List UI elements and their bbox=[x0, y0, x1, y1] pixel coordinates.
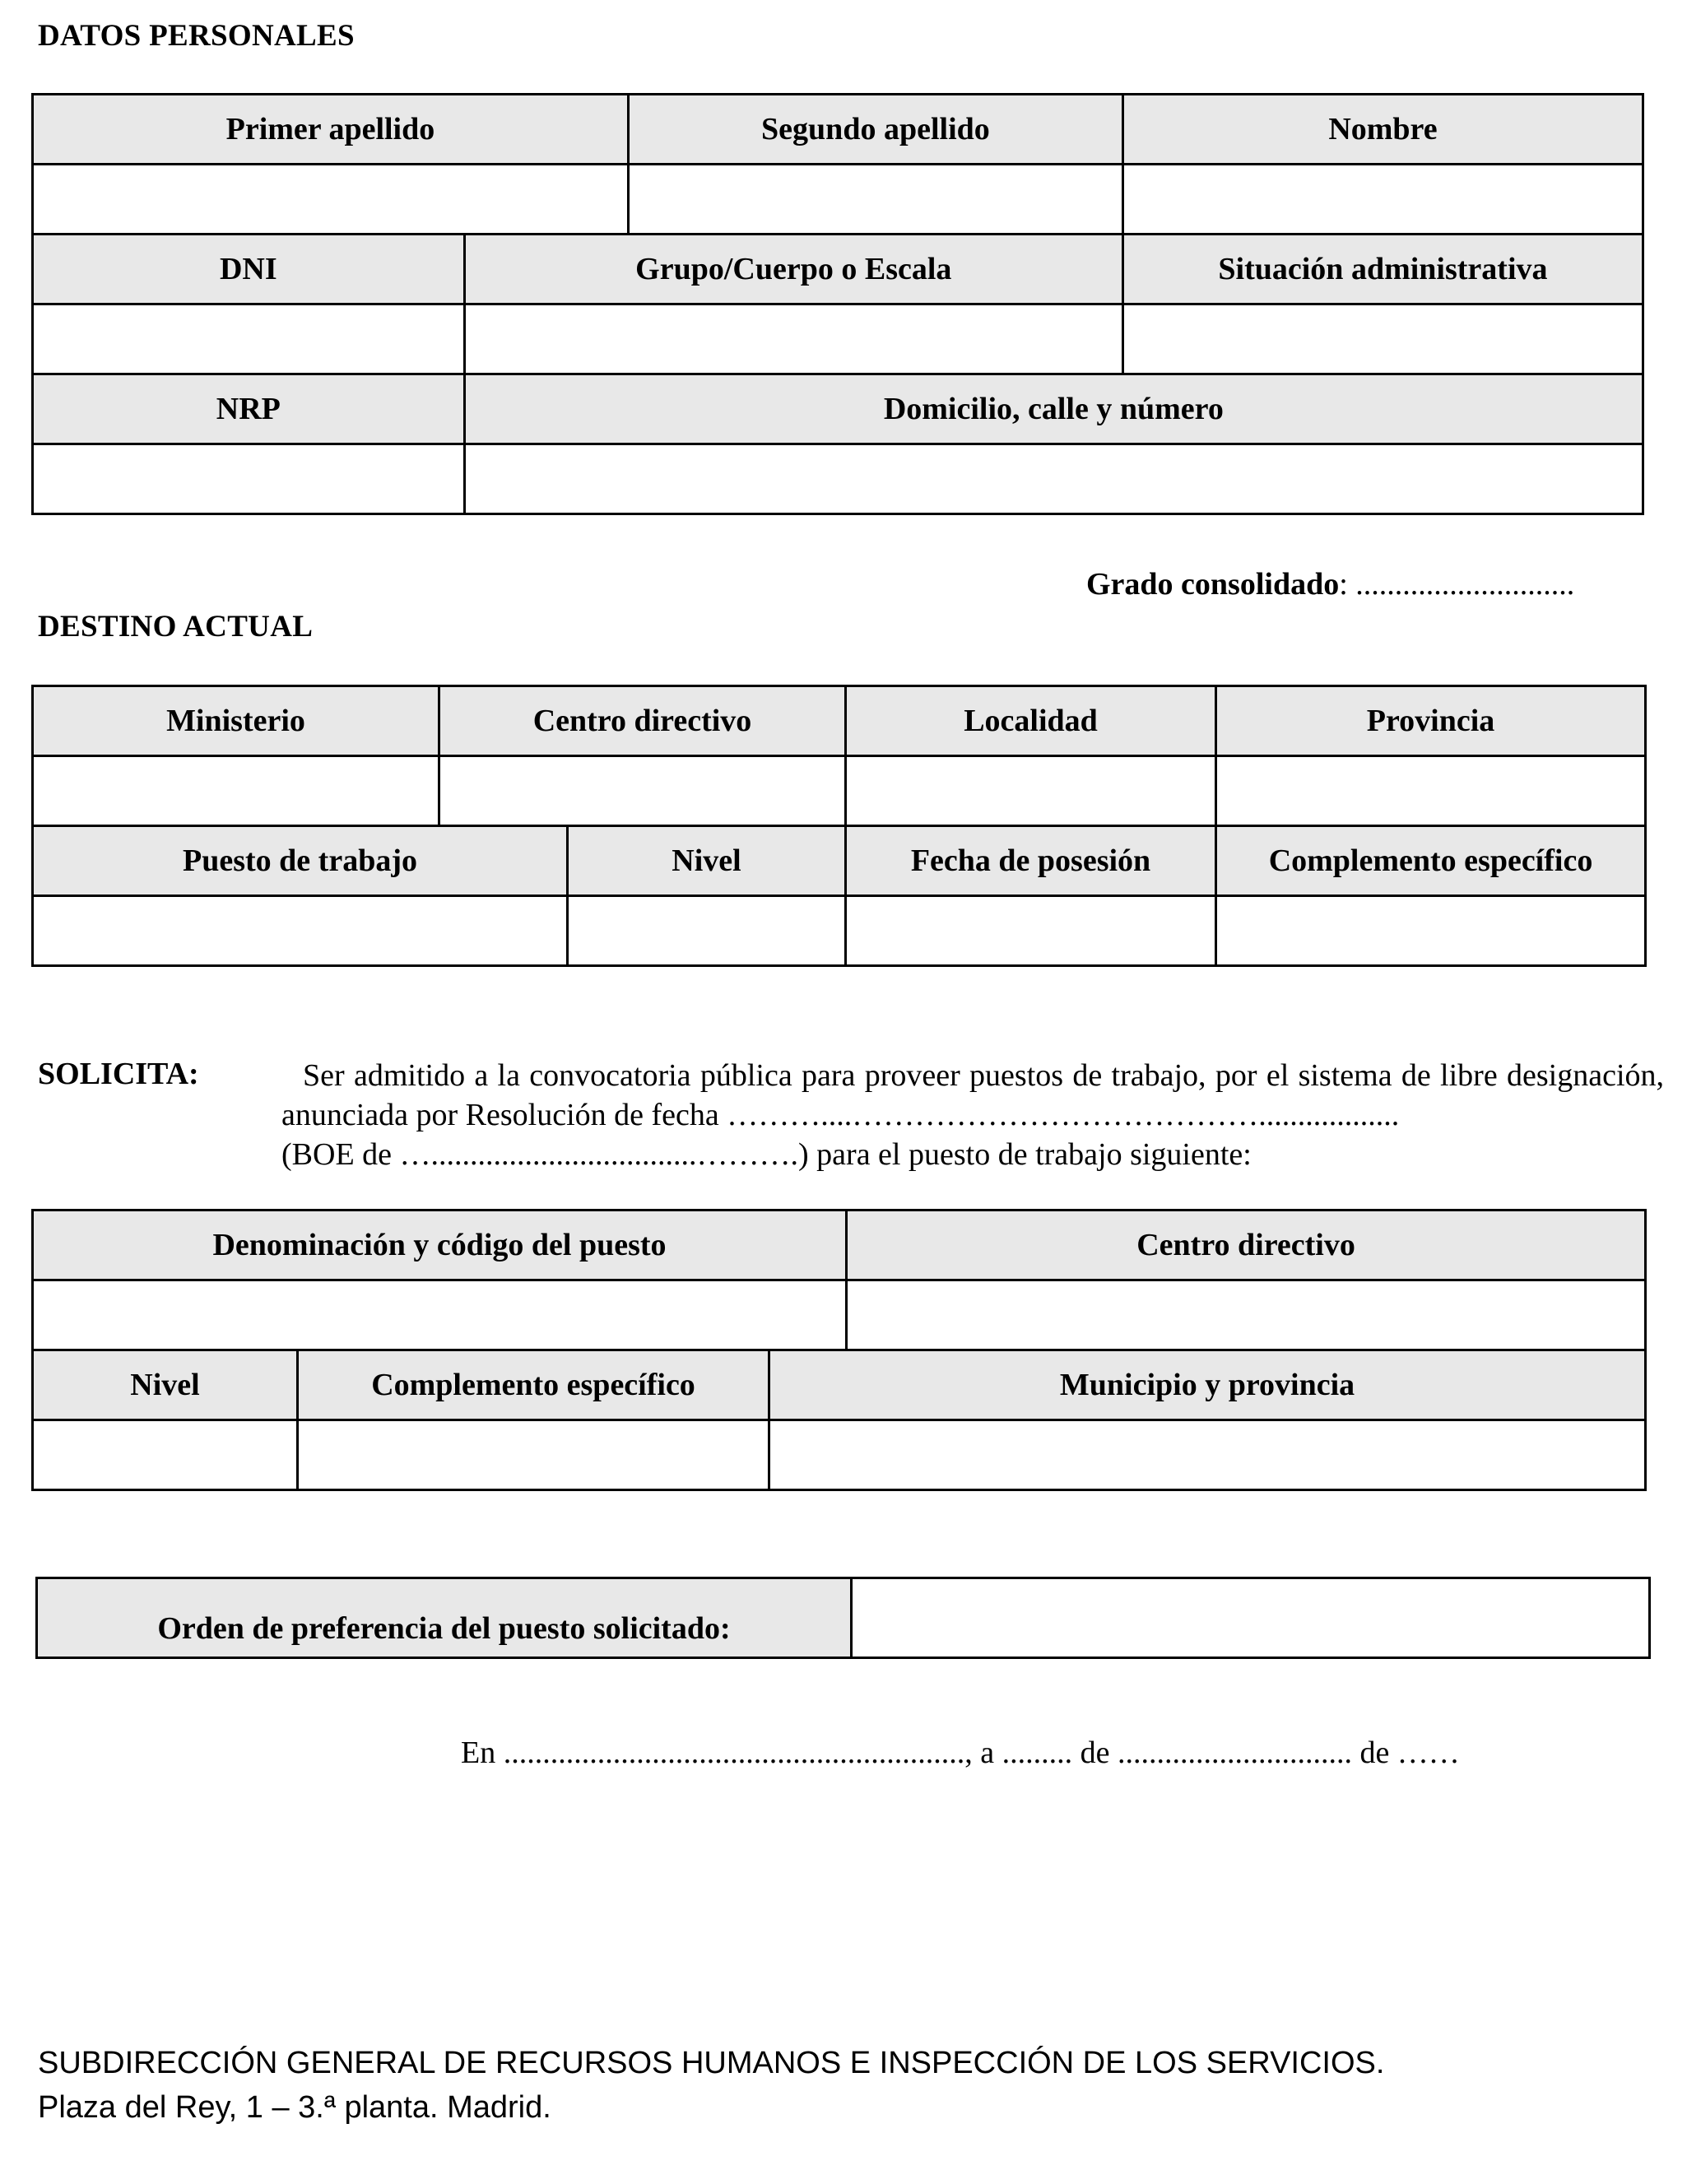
datos-personales-table bbox=[31, 93, 1644, 515]
header-complemento-especifico: Complemento específico bbox=[1216, 826, 1646, 896]
field-puesto-nivel[interactable] bbox=[33, 1420, 298, 1490]
header-segundo-apellido: Segundo apellido bbox=[628, 95, 1122, 165]
section-heading-destino-actual: DESTINO ACTUAL bbox=[38, 610, 314, 644]
grado-consolidado-sep: : bbox=[1339, 567, 1348, 602]
header-localidad: Localidad bbox=[846, 686, 1216, 756]
solicita-line1: Ser admitido a la convocatoria pública para proveer puestos de trabajo, por el sistema de libre designación, anunciada por Resolución de fecha bbox=[281, 1058, 1664, 1132]
field-ministerio[interactable] bbox=[33, 756, 439, 826]
header-nombre: Nombre bbox=[1122, 95, 1643, 165]
header-denominacion-codigo: Denominación y código del puesto bbox=[33, 1210, 847, 1280]
grado-consolidado-line bbox=[1086, 566, 1574, 602]
field-nivel[interactable] bbox=[568, 896, 846, 966]
field-localidad[interactable] bbox=[846, 756, 1216, 826]
preferencia-table bbox=[35, 1577, 1651, 1659]
solicita-line2: (BOE de …..................................……….) para el puesto de trabajo siguiente: bbox=[281, 1137, 1252, 1172]
header-centro-directivo: Centro directivo bbox=[439, 686, 846, 756]
header-puesto-nivel: Nivel bbox=[33, 1350, 298, 1420]
field-situacion-administrativa[interactable] bbox=[1122, 304, 1643, 374]
field-puesto-de-trabajo[interactable] bbox=[33, 896, 568, 966]
field-nrp[interactable] bbox=[33, 444, 465, 514]
field-provincia[interactable] bbox=[1216, 756, 1646, 826]
field-complemento-especifico[interactable] bbox=[1216, 896, 1646, 966]
header-situacion-administrativa: Situación administrativa bbox=[1122, 235, 1643, 304]
footer-direccion: Plaza del Rey, 1 – 3.ª planta. Madrid. bbox=[38, 2090, 551, 2125]
field-orden-preferencia[interactable] bbox=[852, 1578, 1650, 1658]
footer-organismo: SUBDIRECCIÓN GENERAL DE RECURSOS HUMANOS E INSPECCIÓN DE LOS SERVICIOS. bbox=[38, 2046, 1385, 2080]
field-domicilio[interactable] bbox=[464, 444, 1643, 514]
lugar-fecha-line[interactable]: En ..........................................................., a ......... de .............................. de …… bbox=[461, 1736, 1460, 1770]
header-puesto-complemento: Complemento específico bbox=[298, 1350, 769, 1420]
header-nivel: Nivel bbox=[568, 826, 846, 896]
header-orden-preferencia: Orden de preferencia del puesto solicitado: bbox=[37, 1578, 852, 1658]
section-heading-datos-personales: DATOS PERSONALES bbox=[38, 19, 355, 53]
field-centro-directivo[interactable] bbox=[439, 756, 846, 826]
solicita-text bbox=[281, 1056, 1664, 1174]
destino-actual-table bbox=[31, 685, 1647, 967]
header-grupo-cuerpo-escala: Grupo/Cuerpo o Escala bbox=[464, 235, 1122, 304]
field-nombre[interactable] bbox=[1122, 165, 1643, 235]
field-segundo-apellido[interactable] bbox=[628, 165, 1122, 235]
field-denominacion-codigo[interactable] bbox=[33, 1280, 847, 1350]
field-primer-apellido[interactable] bbox=[33, 165, 629, 235]
header-municipio-provincia: Municipio y provincia bbox=[769, 1350, 1646, 1420]
header-ministerio: Ministerio bbox=[33, 686, 439, 756]
field-grupo-cuerpo-escala[interactable] bbox=[464, 304, 1122, 374]
header-puesto-de-trabajo: Puesto de trabajo bbox=[33, 826, 568, 896]
solicita-label: SOLICITA: bbox=[38, 1057, 199, 1091]
grado-consolidado-label: Grado consolidado bbox=[1086, 567, 1340, 602]
field-puesto-centro-directivo[interactable] bbox=[847, 1280, 1646, 1350]
header-domicilio: Domicilio, calle y número bbox=[464, 374, 1643, 444]
grado-consolidado-field[interactable]: ............................ bbox=[1347, 567, 1575, 602]
solicita-fecha-field[interactable]: ………....………………………………….................. bbox=[718, 1098, 1400, 1132]
header-nrp: NRP bbox=[33, 374, 465, 444]
header-fecha-de-posesion: Fecha de posesión bbox=[846, 826, 1216, 896]
header-dni: DNI bbox=[33, 235, 465, 304]
header-provincia: Provincia bbox=[1216, 686, 1646, 756]
puesto-solicitado-table bbox=[31, 1209, 1647, 1491]
field-fecha-de-posesion[interactable] bbox=[846, 896, 1216, 966]
field-municipio-provincia[interactable] bbox=[769, 1420, 1646, 1490]
header-puesto-centro-directivo: Centro directivo bbox=[847, 1210, 1646, 1280]
field-dni[interactable] bbox=[33, 304, 465, 374]
header-primer-apellido: Primer apellido bbox=[33, 95, 629, 165]
field-puesto-complemento[interactable] bbox=[298, 1420, 769, 1490]
